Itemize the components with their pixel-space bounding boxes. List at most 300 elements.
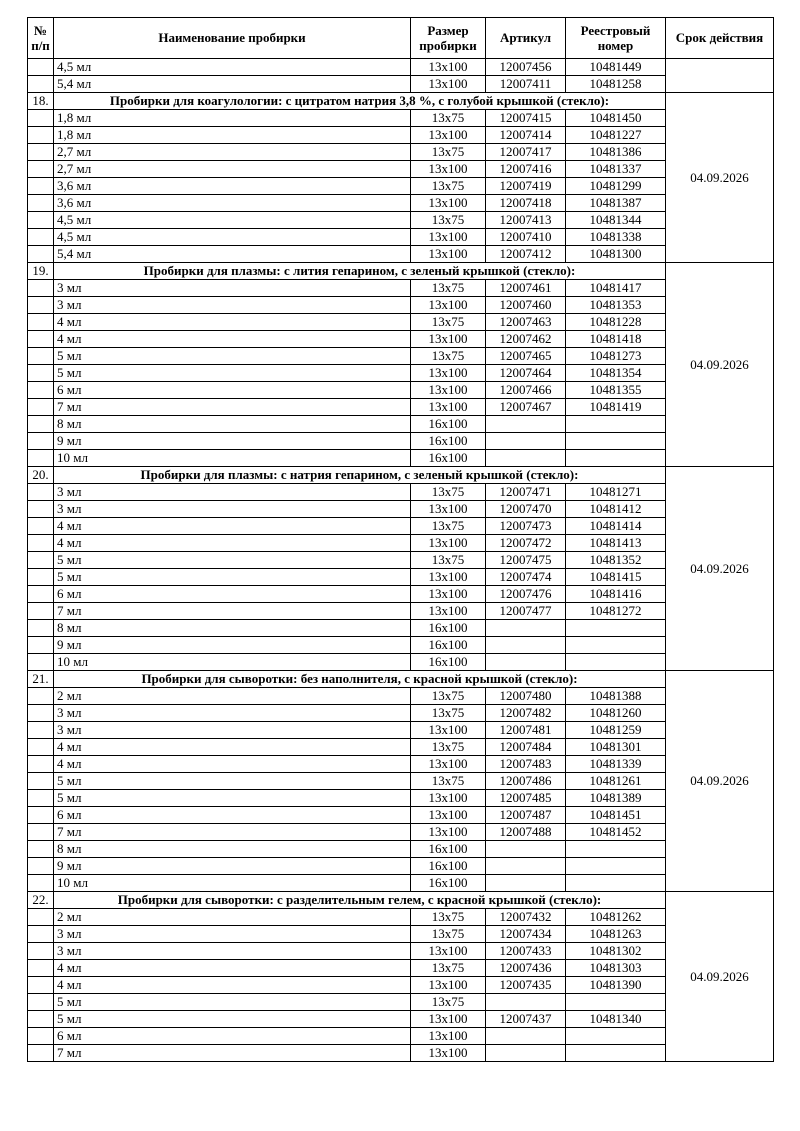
section-title: Пробирки для сыворотки: без наполнителя, с красной крышкой (стекло): [54,671,666,688]
tube-name: 8 мл [54,620,411,637]
tube-size: 13x100 [411,1011,486,1028]
tube-size: 13x75 [411,518,486,535]
row-number-cell [28,110,54,127]
tube-size: 16x100 [411,433,486,450]
article-number [486,654,566,671]
row-number-cell [28,416,54,433]
table-row [28,875,774,892]
table-row [28,654,774,671]
table-row [28,416,774,433]
tube-size: 13x100 [411,569,486,586]
article-number: 12007472 [486,535,566,552]
table-row [28,59,774,76]
article-number: 12007417 [486,144,566,161]
registry-number: 10481258 [566,76,666,93]
row-number-cell [28,637,54,654]
table-row [28,552,774,569]
table-row [28,229,774,246]
article-number [486,637,566,654]
tube-size: 13x100 [411,824,486,841]
tube-size: 13x100 [411,603,486,620]
section-title: Пробирки для коагулологии: с цитратом натрия 3,8 %, с голубой крышкой (стекло): [54,93,666,110]
registry-number: 10481227 [566,127,666,144]
row-number-cell [28,1028,54,1045]
table-row [28,433,774,450]
section-header-row [28,93,774,110]
table-row [28,280,774,297]
registry-number: 10481387 [566,195,666,212]
tube-size: 16x100 [411,416,486,433]
tube-name: 5 мл [54,569,411,586]
tube-size: 16x100 [411,637,486,654]
tubes-registry-table [27,17,774,1062]
registry-number: 10481418 [566,331,666,348]
tube-name: 8 мл [54,841,411,858]
article-number: 12007432 [486,909,566,926]
article-number [486,841,566,858]
header-registry-number: Реестровый номер [566,18,666,59]
tube-name: 6 мл [54,382,411,399]
tube-size: 13x75 [411,484,486,501]
tube-size: 13x100 [411,943,486,960]
row-number-cell [28,246,54,263]
tube-size: 16x100 [411,620,486,637]
tube-name: 7 мл [54,824,411,841]
tube-size: 13x75 [411,552,486,569]
tube-name: 3 мл [54,926,411,943]
row-number-cell [28,535,54,552]
registry-number: 10481352 [566,552,666,569]
tube-name: 3 мл [54,297,411,314]
registry-number: 10481386 [566,144,666,161]
tube-name: 4 мл [54,535,411,552]
tube-name: 8 мл [54,416,411,433]
tube-name: 2 мл [54,688,411,705]
tube-size: 13x75 [411,960,486,977]
registry-number: 10481262 [566,909,666,926]
table-row [28,756,774,773]
tube-size: 13x75 [411,688,486,705]
table-row [28,688,774,705]
registry-number: 10481388 [566,688,666,705]
row-number-cell [28,841,54,858]
tube-size: 13x100 [411,1045,486,1062]
tube-name: 4 мл [54,756,411,773]
validity-date: 04.09.2026 [666,93,774,263]
registry-number: 10481355 [566,382,666,399]
tube-name: 4 мл [54,331,411,348]
table-row [28,178,774,195]
registry-number [566,1028,666,1045]
tube-name: 7 мл [54,399,411,416]
table-row [28,790,774,807]
tube-size: 13x100 [411,246,486,263]
article-number: 12007415 [486,110,566,127]
tube-size: 13x100 [411,195,486,212]
row-number-cell [28,926,54,943]
row-number-cell [28,280,54,297]
registry-number: 10481302 [566,943,666,960]
tube-size: 13x75 [411,178,486,195]
registry-number: 10481273 [566,348,666,365]
validity-date: 04.09.2026 [666,467,774,671]
tube-name: 3,6 мл [54,195,411,212]
row-number-cell [28,433,54,450]
table-row [28,195,774,212]
registry-number: 10481354 [566,365,666,382]
article-number: 12007465 [486,348,566,365]
article-number: 12007412 [486,246,566,263]
tube-size: 13x75 [411,280,486,297]
tube-name: 10 мл [54,654,411,671]
table-row [28,807,774,824]
header-tube-size: Размер пробирки [411,18,486,59]
row-number-cell [28,1011,54,1028]
tube-size: 13x75 [411,314,486,331]
row-number-cell [28,943,54,960]
registry-number: 10481450 [566,110,666,127]
registry-number: 10481272 [566,603,666,620]
article-number: 12007480 [486,688,566,705]
row-number-cell [28,382,54,399]
tube-name: 4,5 мл [54,59,411,76]
article-number [486,994,566,1011]
registry-number: 10481415 [566,569,666,586]
tube-name: 6 мл [54,586,411,603]
tube-name: 5 мл [54,552,411,569]
table-row [28,824,774,841]
article-number [486,450,566,467]
registry-number: 10481389 [566,790,666,807]
tube-size: 13x75 [411,773,486,790]
tube-size: 13x100 [411,59,486,76]
article-number [486,1045,566,1062]
article-number: 12007418 [486,195,566,212]
section-header-row [28,467,774,484]
row-number-cell [28,450,54,467]
tube-name: 4 мл [54,977,411,994]
row-number-cell [28,773,54,790]
tube-size: 13x100 [411,535,486,552]
tube-name: 5,4 мл [54,76,411,93]
table-row [28,331,774,348]
row-number-cell [28,654,54,671]
table-row [28,586,774,603]
tube-size: 13x75 [411,909,486,926]
tube-name: 2 мл [54,909,411,926]
table-row [28,1011,774,1028]
registry-number: 10481228 [566,314,666,331]
registry-number: 10481259 [566,722,666,739]
article-number: 12007476 [486,586,566,603]
tube-name: 5,4 мл [54,246,411,263]
tube-name: 10 мл [54,875,411,892]
table-row [28,399,774,416]
row-number-cell [28,331,54,348]
tube-size: 13x100 [411,331,486,348]
article-number: 12007411 [486,76,566,93]
tube-size: 13x100 [411,399,486,416]
tube-name: 3,6 мл [54,178,411,195]
article-number: 12007467 [486,399,566,416]
article-number: 12007473 [486,518,566,535]
article-number: 12007466 [486,382,566,399]
table-row [28,297,774,314]
table-header [28,18,774,59]
registry-number: 10481452 [566,824,666,841]
tube-size: 13x100 [411,229,486,246]
article-number: 12007414 [486,127,566,144]
row-number-cell [28,824,54,841]
table-row [28,841,774,858]
tube-size: 13x100 [411,501,486,518]
section-header-row [28,671,774,688]
tube-size: 13x100 [411,161,486,178]
tube-size: 13x100 [411,76,486,93]
article-number: 12007485 [486,790,566,807]
header-row [28,18,774,59]
article-number: 12007481 [486,722,566,739]
tube-size: 13x100 [411,127,486,144]
registry-number: 10481338 [566,229,666,246]
table-row [28,484,774,501]
row-number-cell [28,484,54,501]
article-number: 12007484 [486,739,566,756]
row-number-cell [28,756,54,773]
row-number-cell [28,552,54,569]
tube-size: 16x100 [411,858,486,875]
row-number-cell [28,977,54,994]
tube-name: 7 мл [54,603,411,620]
table-row [28,246,774,263]
table-row [28,943,774,960]
table-row [28,365,774,382]
table-row [28,705,774,722]
tube-name: 6 мл [54,1028,411,1045]
registry-number [566,433,666,450]
article-number: 12007487 [486,807,566,824]
tube-name: 6 мл [54,807,411,824]
table-row [28,1028,774,1045]
tube-size: 13x100 [411,790,486,807]
article-number: 12007463 [486,314,566,331]
table-row [28,858,774,875]
tube-name: 3 мл [54,722,411,739]
registry-number [566,858,666,875]
row-number-cell [28,960,54,977]
registry-number: 10481414 [566,518,666,535]
article-number [486,433,566,450]
tube-name: 4,5 мл [54,229,411,246]
table-row [28,1045,774,1062]
row-number-cell [28,229,54,246]
tube-size: 13x75 [411,348,486,365]
tube-size: 13x75 [411,144,486,161]
tube-name: 2,7 мл [54,161,411,178]
table-row [28,569,774,586]
table-row [28,994,774,1011]
tube-name: 4,5 мл [54,212,411,229]
table-row [28,144,774,161]
table-row [28,739,774,756]
article-number: 12007471 [486,484,566,501]
table-row [28,501,774,518]
validity-date: 04.09.2026 [666,263,774,467]
row-number-cell [28,399,54,416]
article-number [486,1028,566,1045]
tube-name: 5 мл [54,348,411,365]
table-row [28,637,774,654]
tube-size: 13x100 [411,722,486,739]
table-row [28,382,774,399]
row-number-cell [28,195,54,212]
header-validity-period: Срок действия [666,18,774,59]
article-number: 12007470 [486,501,566,518]
article-number: 12007456 [486,59,566,76]
registry-number: 10481339 [566,756,666,773]
registry-number: 10481261 [566,773,666,790]
header-row-number: № п/п [28,18,54,59]
row-number-cell [28,127,54,144]
article-number: 12007486 [486,773,566,790]
tube-name: 7 мл [54,1045,411,1062]
validity-date: 04.09.2026 [666,671,774,892]
row-number-cell [28,603,54,620]
registry-number [566,841,666,858]
table-row [28,161,774,178]
article-number: 12007460 [486,297,566,314]
row-number-cell [28,314,54,331]
article-number: 12007416 [486,161,566,178]
tube-size: 13x75 [411,212,486,229]
registry-number: 10481449 [566,59,666,76]
article-number: 12007474 [486,569,566,586]
header-article: Артикул [486,18,566,59]
tube-name: 3 мл [54,501,411,518]
row-number-cell [28,739,54,756]
registry-number [566,637,666,654]
article-number [486,416,566,433]
section-number: 21. [28,671,54,688]
table-row [28,450,774,467]
row-number-cell [28,569,54,586]
row-number-cell [28,790,54,807]
table-row [28,76,774,93]
row-number-cell [28,297,54,314]
section-header-row [28,892,774,909]
tube-name: 4 мл [54,314,411,331]
tube-name: 9 мл [54,858,411,875]
registry-number: 10481271 [566,484,666,501]
tube-name: 5 мл [54,773,411,790]
section-title: Пробирки для сыворотки: с разделительным гелем, с красной крышкой (стекло): [54,892,666,909]
article-number: 12007475 [486,552,566,569]
tube-name: 1,8 мл [54,110,411,127]
tube-name: 2,7 мл [54,144,411,161]
table-body [28,59,774,1062]
article-number: 12007410 [486,229,566,246]
row-number-cell [28,59,54,76]
registry-number [566,875,666,892]
article-number: 12007477 [486,603,566,620]
section-title: Пробирки для плазмы: с лития гепарином, с зеленый крышкой (стекло): [54,263,666,280]
validity-date [666,59,774,93]
registry-number: 10481303 [566,960,666,977]
registry-number: 10481390 [566,977,666,994]
row-number-cell [28,722,54,739]
tube-size: 13x100 [411,382,486,399]
registry-number: 10481413 [566,535,666,552]
tube-size: 16x100 [411,450,486,467]
section-number: 22. [28,892,54,909]
registry-number [566,654,666,671]
section-header-row [28,263,774,280]
registry-number [566,416,666,433]
registry-number: 10481353 [566,297,666,314]
article-number: 12007434 [486,926,566,943]
table-row [28,535,774,552]
table-row [28,909,774,926]
tube-name: 3 мл [54,280,411,297]
tube-name: 9 мл [54,433,411,450]
row-number-cell [28,212,54,229]
row-number-cell [28,348,54,365]
table-row [28,348,774,365]
registry-number: 10481300 [566,246,666,263]
article-number: 12007483 [486,756,566,773]
tube-name: 4 мл [54,739,411,756]
tube-name: 4 мл [54,960,411,977]
article-number: 12007488 [486,824,566,841]
registry-number: 10481419 [566,399,666,416]
registry-number: 10481340 [566,1011,666,1028]
tube-size: 13x75 [411,110,486,127]
tube-name: 9 мл [54,637,411,654]
registry-number: 10481416 [566,586,666,603]
registry-number [566,620,666,637]
row-number-cell [28,161,54,178]
table-row [28,926,774,943]
article-number: 12007413 [486,212,566,229]
tube-size: 13x100 [411,586,486,603]
table-row [28,773,774,790]
validity-date: 04.09.2026 [666,892,774,1062]
section-number: 19. [28,263,54,280]
row-number-cell [28,807,54,824]
row-number-cell [28,620,54,637]
table-row [28,960,774,977]
article-number: 12007437 [486,1011,566,1028]
tube-size: 13x100 [411,365,486,382]
row-number-cell [28,586,54,603]
row-number-cell [28,1045,54,1062]
row-number-cell [28,178,54,195]
table-row [28,212,774,229]
tube-name: 5 мл [54,365,411,382]
article-number: 12007419 [486,178,566,195]
registry-number: 10481263 [566,926,666,943]
row-number-cell [28,858,54,875]
row-number-cell [28,705,54,722]
tube-name: 1,8 мл [54,127,411,144]
row-number-cell [28,501,54,518]
tube-name: 4 мл [54,518,411,535]
table-row [28,518,774,535]
header-tube-name: Наименование пробирки [54,18,411,59]
registry-number: 10481299 [566,178,666,195]
registry-number [566,450,666,467]
registry-number [566,1045,666,1062]
